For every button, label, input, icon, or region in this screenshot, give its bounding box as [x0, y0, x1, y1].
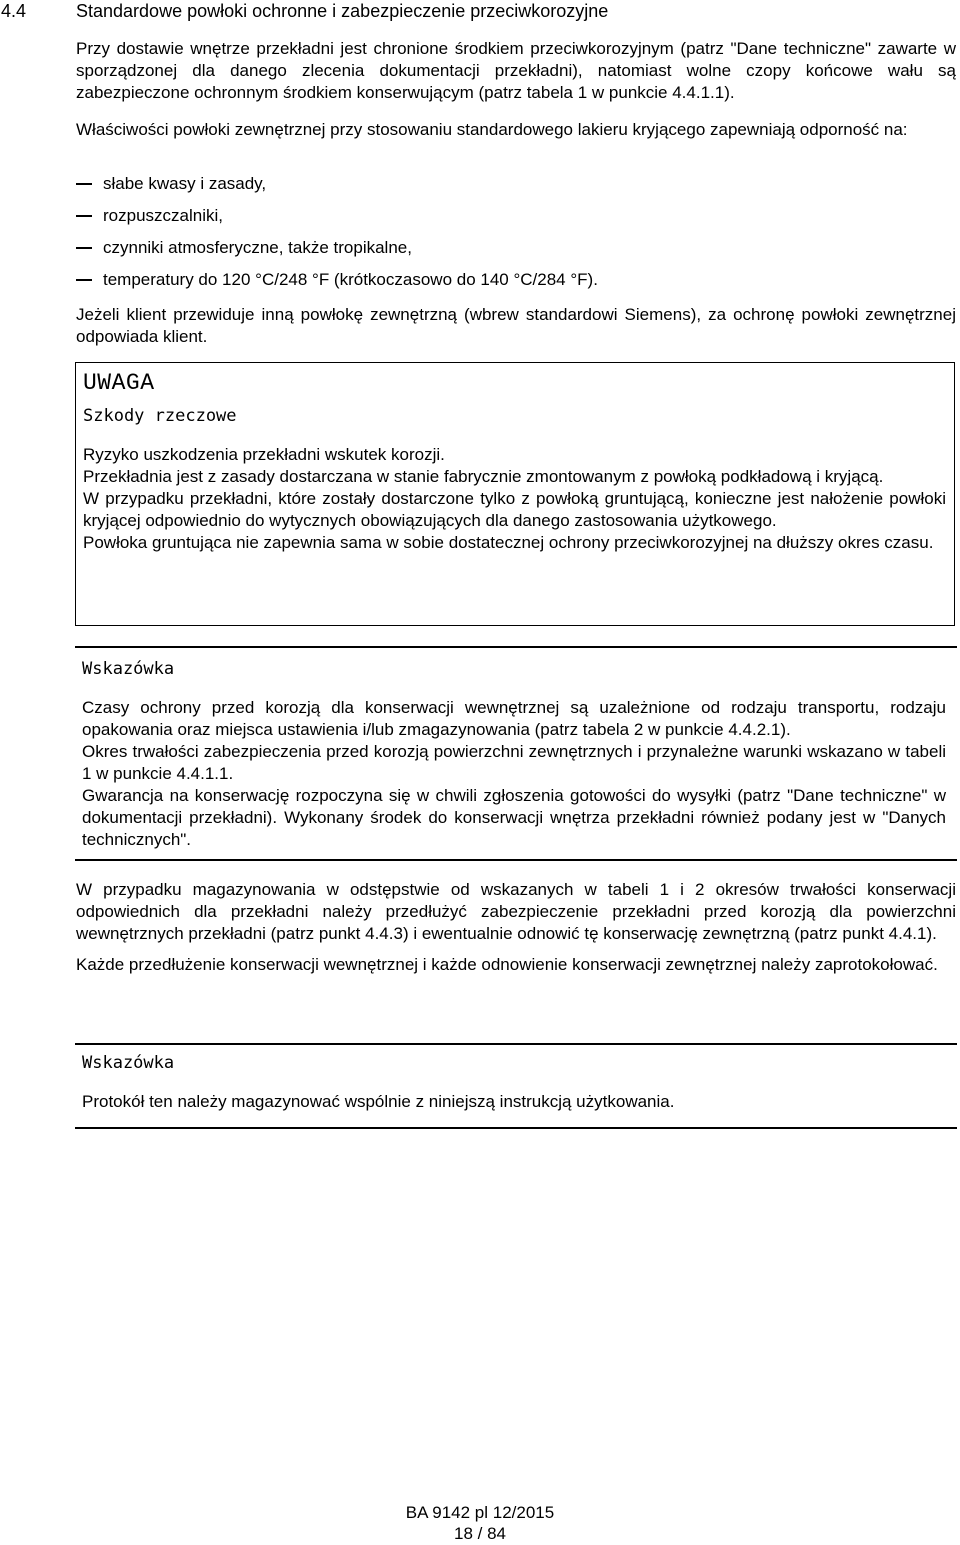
note-divider-bottom [75, 859, 957, 861]
note-line: Gwarancja na konserwację rozpoczyna się w chwili zgłoszenia gotowości do wysyłki (patrz "Dane techniczne" w dokumentacji przekładni). Wykonany środek do konserwacji wnętrza przekładni również podany jest w "Danych technicznych". [82, 786, 946, 849]
warning-box [75, 362, 955, 626]
paragraph-customer-coating: Jeżeli klient przewiduje inną powłokę zewnętrzną (wbrew standardowi Siemens), za ochronę powłoki zewnętrznej odpowiada klient. [76, 305, 956, 346]
warning-line: W przypadku przekładni, które zostały dostarczone tylko z powłoką gruntującą, konieczne jest nałożenie powłoki kryjącej odpowiednio do wytycznych obowiązujących dla danego zastosowania użytkowego. [83, 489, 946, 530]
paragraph-protocol: Każde przedłużenie konserwacji wewnętrznej i każde odnowienie konserwacji zewnętrznej należy zaprotokołować. [76, 955, 938, 974]
coating-properties-block [76, 119, 956, 141]
intro-paragraph-block [76, 38, 956, 104]
note-body [82, 697, 946, 851]
resistance-list [76, 173, 956, 301]
warning-line: Ryzyko uszkodzenia przekładni wskutek korozji. [83, 445, 445, 464]
paragraph-storage: W przypadku magazynowania w odstępstwie od wskazanych w tabeli 1 i 2 okresów trwałości konserwacji odpowiednich dla przekładni należy przedłużyć zabezpieczenie przekładni przed korozją dla powierzchni wewnętrznych przekładni (patrz punkt 4.4.3) i ewentualnie odnowić tę konserwację zewnętrzną (patrz punkt 4.4.1). [76, 880, 956, 943]
note2-divider-top [75, 1043, 957, 1045]
dash-icon [76, 215, 92, 217]
note-line: Okres trwałości zabezpieczenia przed korozją powierzchni zewnętrznych i przynależne warunki wskazano w tabeli 1 w punkcie 4.4.1.1. [82, 742, 946, 783]
dash-icon [76, 279, 92, 281]
footer-page-number: 18 / 84 [454, 1524, 506, 1543]
dash-icon [76, 183, 92, 185]
paragraph-delivery-protection: Przy dostawie wnętrze przekładni jest chronione środkiem przeciwkorozyjnym (patrz "Dane techniczne" zawarte w sporządzonej dla danego zlecenia dokumentacji przekładni), natomiast wolne czopy końcowe wału są zabezpieczone ochronnym środkiem konserwującym (patrz tabela 1 w punkcie 4.4.1.1). [76, 39, 956, 102]
paragraph-coating-properties: Właściwości powłoki zewnętrznej przy stosowaniu standardowego lakieru kryjącego zapewniają odporność na: [76, 120, 908, 139]
warning-body [83, 444, 946, 554]
list-item: czynniki atmosferyczne, także tropikalne, [76, 237, 956, 269]
dash-icon [76, 247, 92, 249]
section-heading [0, 0, 960, 22]
warning-line: Powłoka gruntująca nie zapewnia sama w sobie dostatecznej ochrony przeciwkorozyjnej na dłuższy okres czasu. [83, 533, 934, 552]
list-item: rozpuszczalniki, [76, 205, 956, 237]
note2-body: Protokół ten należy magazynować wspólnie z niniejszą instrukcją użytkowania. [82, 1092, 675, 1111]
warning-label: UWAGA [83, 370, 155, 396]
note2-title: Wskazówka [82, 1053, 175, 1073]
note-line: Czasy ochrony przed korozją dla konserwacji wewnętrznej są uzależnione od rodzaju transportu, rodzaju opakowania oraz miejsca ustawienia i/lub zmagazynowania (patrz tabela 2 w punkcie 4.4.2.1). [82, 698, 946, 739]
storage-paragraph-block [76, 879, 956, 945]
warning-line: Przekładnia jest z zasady dostarczana w stanie fabrycznie zmontowanym z powłoką podkładową i kryjącą. [83, 467, 884, 486]
warning-subtitle: Szkody rzeczowe [83, 406, 237, 426]
list-item: słabe kwasy i zasady, [76, 173, 956, 205]
note-divider-top [75, 646, 957, 648]
note-title: Wskazówka [82, 659, 175, 679]
section-title: Standardowe powłoki ochronne i zabezpieczenie przeciwkorozyjne [76, 1, 609, 21]
protocol-paragraph-block [76, 954, 956, 976]
footer-doc-id: BA 9142 pl 12/2015 [405, 1503, 555, 1522]
customer-coating-block [76, 304, 956, 348]
note2-divider-bottom [75, 1127, 957, 1129]
section-number: 4.4 [1, 1, 27, 21]
list-item: temperatury do 120 °C/248 °F (krótkoczasowo do 140 °C/284 °F). [76, 269, 956, 301]
